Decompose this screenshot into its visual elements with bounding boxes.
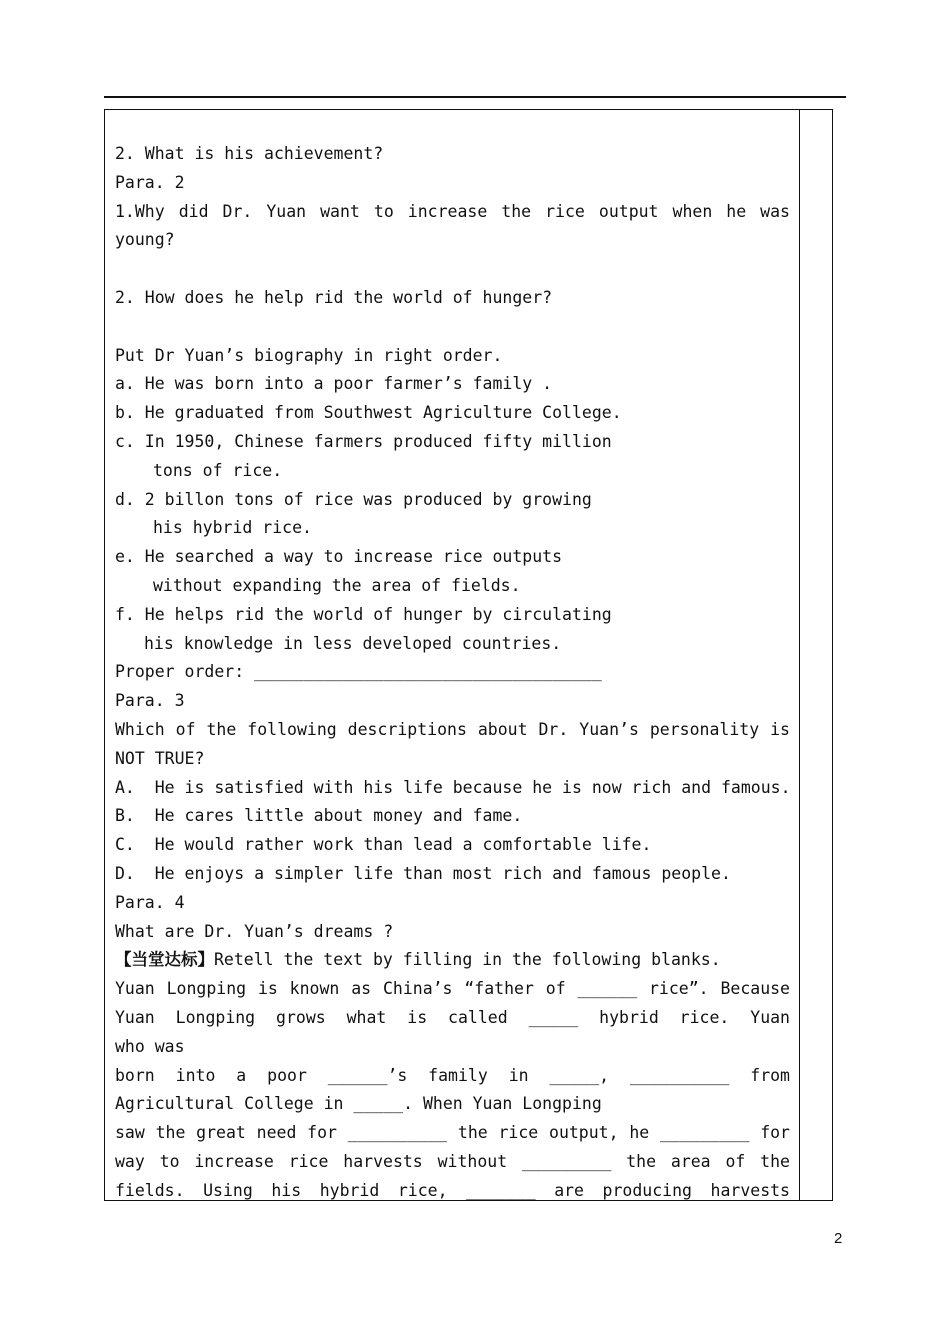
retell-tag: 【当堂达标】 (115, 950, 214, 970)
retell-line-3: who was (115, 1036, 185, 1056)
answer-space (115, 255, 790, 284)
worksheet-content (115, 140, 790, 1205)
question-hunger: 2. How does he help rid the world of hunger? (115, 287, 553, 307)
answer-space (115, 313, 790, 342)
para-3-label: Para. 3 (115, 691, 185, 711)
order-instruction: Put Dr Yuan’s biography in right order. (115, 345, 503, 365)
retell-line-1: Yuan Longping is known as China’s “father of ______ rice”. Because (115, 979, 790, 999)
question-why-line-1: 1.Why did Dr. Yuan want to increase the rice output when he was (115, 201, 790, 221)
retell-line-8: fields. Using his hybrid rice, _______ are producing harvests (115, 1180, 790, 1200)
retell-line-7: way to increase rice harvests without _________ the area of the (115, 1151, 790, 1171)
retell-heading (115, 946, 790, 975)
retell-line-2: Yuan Longping grows what is called _____ hybrid rice. Yuan (115, 1007, 790, 1027)
option-b: B. He cares little about money and fame. (115, 806, 523, 826)
order-item-c: c. In 1950, Chinese farmers produced fifty million (115, 431, 612, 451)
order-item-a: a. He was born into a poor farmer’s family . (115, 374, 553, 394)
order-item-d-cont: his hybrid rice. (153, 518, 312, 538)
order-item-d: d. 2 billon tons of rice was produced by growing (115, 489, 592, 509)
order-item-b: b. He graduated from Southwest Agriculture College. (115, 403, 622, 423)
order-item-e: e. He searched a way to increase rice outputs (115, 547, 563, 567)
para-2-label: Para. 2 (115, 172, 185, 192)
retell-instruction: Retell the text by filling in the following blanks. (214, 950, 721, 970)
order-item-c-cont: tons of rice. (153, 460, 283, 480)
personality-question-line-2: NOT TRUE? (115, 748, 205, 768)
option-a: A. He is satisfied with his life because he is now rich and famous. (115, 777, 791, 797)
proper-order-blank: Proper order: ___________________________________ (115, 662, 602, 682)
page-number: 2 (834, 1230, 843, 1247)
header-rule (104, 96, 846, 98)
retell-line-4: born into a poor ______’s family in _____, __________ from (115, 1065, 790, 1085)
personality-question-line-1: Which of the following descriptions about Dr. Yuan’s personality is (115, 719, 790, 739)
table-column-divider (799, 109, 800, 1201)
order-item-e-cont: without expanding the area of fields. (153, 575, 521, 595)
order-item-f-cont: his knowledge in less developed countries. (144, 633, 562, 653)
order-item-f: f. He helps rid the world of hunger by circulating (115, 604, 612, 624)
dreams-question: What are Dr. Yuan’s dreams ? (115, 921, 394, 941)
retell-line-6: saw the great need for __________ the rice output, he _________ for (115, 1123, 790, 1143)
retell-line-5: Agricultural College in _____. When Yuan Longping (115, 1094, 602, 1114)
question-why-line-2: young? (115, 230, 175, 250)
option-c: C. He would rather work than lead a comfortable life. (115, 835, 652, 855)
question-achievement: 2. What is his achievement? (115, 144, 384, 163)
option-d: D. He enjoys a simpler life than most rich and famous people. (115, 863, 731, 883)
para-4-label: Para. 4 (115, 892, 185, 912)
